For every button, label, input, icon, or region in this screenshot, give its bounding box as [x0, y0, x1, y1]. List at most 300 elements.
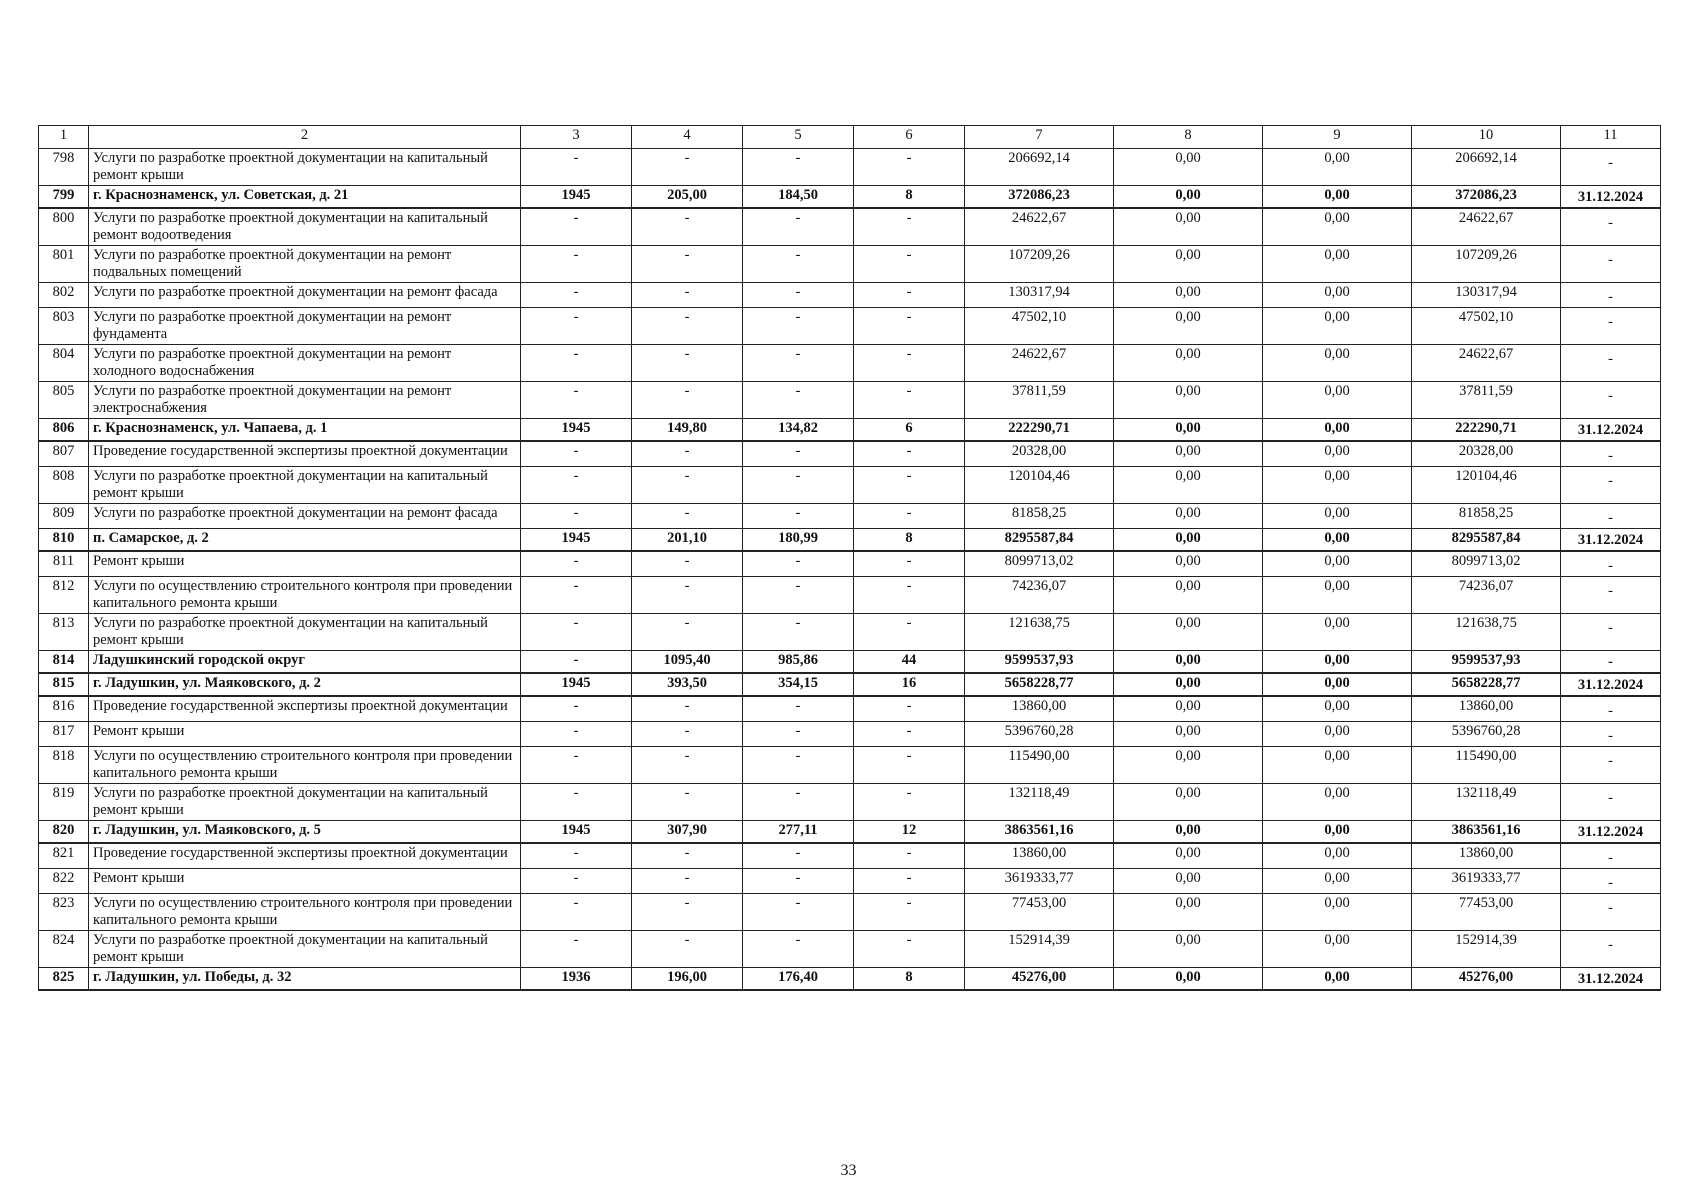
- area-living-cell: -: [743, 467, 854, 504]
- area-total-cell: -: [632, 208, 743, 246]
- year-cell: -: [521, 722, 632, 747]
- description-cell: Услуги по разработке проектной документации на капитальный ремонт крыши: [89, 467, 521, 504]
- area-total-cell: -: [632, 441, 743, 467]
- fund-10-cell: 115490,00: [1412, 747, 1561, 784]
- deadline-cell: -: [1561, 283, 1661, 308]
- header-cell: 2: [89, 126, 521, 149]
- fund-10-cell: 37811,59: [1412, 382, 1561, 419]
- description-cell: Услуги по разработке проектной документации на капитальный ремонт крыши: [89, 931, 521, 968]
- total-cost-cell: 77453,00: [965, 894, 1114, 931]
- year-cell: -: [521, 784, 632, 821]
- description-cell: Услуги по разработке проектной документации на ремонт подвальных помещений: [89, 246, 521, 283]
- year-cell: -: [521, 551, 632, 577]
- fund-9-cell: 0,00: [1263, 931, 1412, 968]
- count-cell: -: [854, 894, 965, 931]
- fund-8-cell: 0,00: [1114, 283, 1263, 308]
- year-cell: -: [521, 894, 632, 931]
- fund-8-cell: 0,00: [1114, 722, 1263, 747]
- header-cell: 5: [743, 126, 854, 149]
- deadline-cell: -: [1561, 931, 1661, 968]
- area-total-cell: -: [632, 551, 743, 577]
- area-living-cell: -: [743, 208, 854, 246]
- total-cost-cell: 3863561,16: [965, 821, 1114, 844]
- fund-8-cell: 0,00: [1114, 149, 1263, 186]
- fund-8-cell: 0,00: [1114, 747, 1263, 784]
- description-cell: г. Краснознаменск, ул. Чапаева, д. 1: [89, 419, 521, 442]
- area-living-cell: -: [743, 246, 854, 283]
- year-cell: -: [521, 747, 632, 784]
- area-living-cell: -: [743, 614, 854, 651]
- table-row: [39, 651, 1661, 674]
- year-cell: 1945: [521, 419, 632, 442]
- row-number-cell: 818: [39, 747, 89, 784]
- count-cell: -: [854, 246, 965, 283]
- year-cell: 1945: [521, 673, 632, 696]
- row-number-cell: 807: [39, 441, 89, 467]
- fund-9-cell: 0,00: [1263, 467, 1412, 504]
- total-cost-cell: 107209,26: [965, 246, 1114, 283]
- total-cost-cell: 206692,14: [965, 149, 1114, 186]
- description-cell: Услуги по разработке проектной документации на ремонт фасада: [89, 283, 521, 308]
- fund-9-cell: 0,00: [1263, 149, 1412, 186]
- row-number-cell: 812: [39, 577, 89, 614]
- fund-9-cell: 0,00: [1263, 186, 1412, 209]
- year-cell: -: [521, 869, 632, 894]
- description-cell: Услуги по осуществлению строительного контроля при проведении капитального ремонта крыши: [89, 894, 521, 931]
- deadline-cell: 31.12.2024: [1561, 186, 1661, 209]
- row-number-cell: 813: [39, 614, 89, 651]
- fund-9-cell: 0,00: [1263, 283, 1412, 308]
- area-living-cell: -: [743, 747, 854, 784]
- fund-9-cell: 0,00: [1263, 784, 1412, 821]
- fund-10-cell: 81858,25: [1412, 504, 1561, 529]
- count-cell: -: [854, 208, 965, 246]
- fund-8-cell: 0,00: [1114, 419, 1263, 442]
- description-cell: Ремонт крыши: [89, 722, 521, 747]
- year-cell: -: [521, 308, 632, 345]
- table-row: [39, 419, 1661, 442]
- fund-9-cell: 0,00: [1263, 968, 1412, 991]
- fund-10-cell: 130317,94: [1412, 283, 1561, 308]
- count-cell: 44: [854, 651, 965, 674]
- table-header-row: [39, 126, 1661, 149]
- fund-9-cell: 0,00: [1263, 441, 1412, 467]
- fund-10-cell: 45276,00: [1412, 968, 1561, 991]
- fund-8-cell: 0,00: [1114, 246, 1263, 283]
- deadline-cell: -: [1561, 577, 1661, 614]
- area-total-cell: -: [632, 843, 743, 869]
- total-cost-cell: 24622,67: [965, 208, 1114, 246]
- total-cost-cell: 5658228,77: [965, 673, 1114, 696]
- table-row: [39, 614, 1661, 651]
- description-cell: г. Ладушкин, ул. Победы, д. 32: [89, 968, 521, 991]
- fund-9-cell: 0,00: [1263, 696, 1412, 722]
- area-living-cell: -: [743, 149, 854, 186]
- table-row: [39, 441, 1661, 467]
- fund-9-cell: 0,00: [1263, 529, 1412, 552]
- year-cell: -: [521, 441, 632, 467]
- total-cost-cell: 8295587,84: [965, 529, 1114, 552]
- fund-8-cell: 0,00: [1114, 651, 1263, 674]
- area-living-cell: 180,99: [743, 529, 854, 552]
- fund-10-cell: 152914,39: [1412, 931, 1561, 968]
- fund-9-cell: 0,00: [1263, 869, 1412, 894]
- area-total-cell: 1095,40: [632, 651, 743, 674]
- area-living-cell: -: [743, 283, 854, 308]
- area-living-cell: 184,50: [743, 186, 854, 209]
- area-total-cell: -: [632, 931, 743, 968]
- fund-10-cell: 121638,75: [1412, 614, 1561, 651]
- table-row: [39, 246, 1661, 283]
- count-cell: -: [854, 869, 965, 894]
- fund-10-cell: 47502,10: [1412, 308, 1561, 345]
- deadline-cell: -: [1561, 651, 1661, 674]
- row-number-cell: 804: [39, 345, 89, 382]
- table-row: [39, 784, 1661, 821]
- row-number-cell: 809: [39, 504, 89, 529]
- area-living-cell: -: [743, 843, 854, 869]
- total-cost-cell: 3619333,77: [965, 869, 1114, 894]
- area-total-cell: -: [632, 467, 743, 504]
- year-cell: 1945: [521, 821, 632, 844]
- row-number-cell: 817: [39, 722, 89, 747]
- year-cell: -: [521, 577, 632, 614]
- deadline-cell: -: [1561, 894, 1661, 931]
- count-cell: -: [854, 149, 965, 186]
- description-cell: Услуги по осуществлению строительного контроля при проведении капитального ремонта крыши: [89, 747, 521, 784]
- header-cell: 3: [521, 126, 632, 149]
- fund-8-cell: 0,00: [1114, 551, 1263, 577]
- row-number-cell: 815: [39, 673, 89, 696]
- deadline-cell: -: [1561, 345, 1661, 382]
- fund-8-cell: 0,00: [1114, 577, 1263, 614]
- fund-8-cell: 0,00: [1114, 843, 1263, 869]
- fund-9-cell: 0,00: [1263, 382, 1412, 419]
- year-cell: -: [521, 382, 632, 419]
- description-cell: Услуги по осуществлению строительного контроля при проведении капитального ремонта крыши: [89, 577, 521, 614]
- deadline-cell: 31.12.2024: [1561, 968, 1661, 991]
- area-total-cell: 201,10: [632, 529, 743, 552]
- area-living-cell: -: [743, 441, 854, 467]
- area-living-cell: -: [743, 504, 854, 529]
- header-cell: 9: [1263, 126, 1412, 149]
- deadline-cell: -: [1561, 551, 1661, 577]
- fund-10-cell: 3863561,16: [1412, 821, 1561, 844]
- count-cell: -: [854, 551, 965, 577]
- fund-10-cell: 107209,26: [1412, 246, 1561, 283]
- fund-10-cell: 3619333,77: [1412, 869, 1561, 894]
- row-number-cell: 802: [39, 283, 89, 308]
- deadline-cell: -: [1561, 504, 1661, 529]
- table-row: [39, 186, 1661, 209]
- total-cost-cell: 45276,00: [965, 968, 1114, 991]
- area-living-cell: -: [743, 308, 854, 345]
- total-cost-cell: 74236,07: [965, 577, 1114, 614]
- total-cost-cell: 115490,00: [965, 747, 1114, 784]
- row-number-cell: 810: [39, 529, 89, 552]
- fund-9-cell: 0,00: [1263, 651, 1412, 674]
- year-cell: -: [521, 504, 632, 529]
- deadline-cell: -: [1561, 747, 1661, 784]
- deadline-cell: -: [1561, 467, 1661, 504]
- area-living-cell: -: [743, 382, 854, 419]
- row-number-cell: 811: [39, 551, 89, 577]
- area-living-cell: -: [743, 869, 854, 894]
- fund-9-cell: 0,00: [1263, 308, 1412, 345]
- table-row: [39, 869, 1661, 894]
- description-cell: Услуги по разработке проектной документации на ремонт фасада: [89, 504, 521, 529]
- table-row: [39, 504, 1661, 529]
- count-cell: -: [854, 308, 965, 345]
- table-row: [39, 843, 1661, 869]
- deadline-cell: 31.12.2024: [1561, 529, 1661, 552]
- deadline-cell: -: [1561, 382, 1661, 419]
- area-total-cell: 393,50: [632, 673, 743, 696]
- fund-8-cell: 0,00: [1114, 441, 1263, 467]
- area-living-cell: -: [743, 784, 854, 821]
- description-cell: г. Ладушкин, ул. Маяковского, д. 2: [89, 673, 521, 696]
- row-number-cell: 800: [39, 208, 89, 246]
- area-total-cell: -: [632, 894, 743, 931]
- fund-10-cell: 24622,67: [1412, 208, 1561, 246]
- fund-8-cell: 0,00: [1114, 529, 1263, 552]
- area-total-cell: -: [632, 614, 743, 651]
- area-living-cell: 134,82: [743, 419, 854, 442]
- year-cell: -: [521, 614, 632, 651]
- deadline-cell: -: [1561, 784, 1661, 821]
- area-total-cell: -: [632, 784, 743, 821]
- fund-10-cell: 13860,00: [1412, 696, 1561, 722]
- area-living-cell: -: [743, 894, 854, 931]
- row-number-cell: 820: [39, 821, 89, 844]
- row-number-cell: 825: [39, 968, 89, 991]
- deadline-cell: 31.12.2024: [1561, 419, 1661, 442]
- area-living-cell: -: [743, 551, 854, 577]
- deadline-cell: -: [1561, 869, 1661, 894]
- area-total-cell: 205,00: [632, 186, 743, 209]
- year-cell: 1936: [521, 968, 632, 991]
- total-cost-cell: 47502,10: [965, 308, 1114, 345]
- description-cell: Услуги по разработке проектной документации на капитальный ремонт крыши: [89, 784, 521, 821]
- fund-9-cell: 0,00: [1263, 722, 1412, 747]
- area-living-cell: 354,15: [743, 673, 854, 696]
- year-cell: -: [521, 467, 632, 504]
- description-cell: Проведение государственной экспертизы проектной документации: [89, 441, 521, 467]
- table-row: [39, 821, 1661, 844]
- description-cell: Проведение государственной экспертизы проектной документации: [89, 696, 521, 722]
- row-number-cell: 816: [39, 696, 89, 722]
- description-cell: г. Ладушкин, ул. Маяковского, д. 5: [89, 821, 521, 844]
- total-cost-cell: 9599537,93: [965, 651, 1114, 674]
- table-row: [39, 931, 1661, 968]
- area-total-cell: -: [632, 308, 743, 345]
- fund-10-cell: 77453,00: [1412, 894, 1561, 931]
- deadline-cell: -: [1561, 308, 1661, 345]
- total-cost-cell: 152914,39: [965, 931, 1114, 968]
- description-cell: Услуги по разработке проектной документации на ремонт электроснабжения: [89, 382, 521, 419]
- fund-10-cell: 8099713,02: [1412, 551, 1561, 577]
- area-total-cell: 149,80: [632, 419, 743, 442]
- count-cell: -: [854, 931, 965, 968]
- area-living-cell: 985,86: [743, 651, 854, 674]
- area-living-cell: -: [743, 345, 854, 382]
- table-row: [39, 467, 1661, 504]
- row-number-cell: 814: [39, 651, 89, 674]
- fund-8-cell: 0,00: [1114, 186, 1263, 209]
- count-cell: -: [854, 614, 965, 651]
- total-cost-cell: 372086,23: [965, 186, 1114, 209]
- fund-9-cell: 0,00: [1263, 843, 1412, 869]
- fund-10-cell: 120104,46: [1412, 467, 1561, 504]
- fund-9-cell: 0,00: [1263, 673, 1412, 696]
- year-cell: -: [521, 696, 632, 722]
- count-cell: 6: [854, 419, 965, 442]
- total-cost-cell: 24622,67: [965, 345, 1114, 382]
- row-number-cell: 805: [39, 382, 89, 419]
- description-cell: г. Краснознаменск, ул. Советская, д. 21: [89, 186, 521, 209]
- fund-10-cell: 20328,00: [1412, 441, 1561, 467]
- row-number-cell: 806: [39, 419, 89, 442]
- area-living-cell: -: [743, 696, 854, 722]
- fund-9-cell: 0,00: [1263, 504, 1412, 529]
- row-number-cell: 823: [39, 894, 89, 931]
- description-cell: п. Самарское, д. 2: [89, 529, 521, 552]
- count-cell: -: [854, 784, 965, 821]
- fund-8-cell: 0,00: [1114, 673, 1263, 696]
- year-cell: 1945: [521, 186, 632, 209]
- table-row: [39, 382, 1661, 419]
- count-cell: -: [854, 467, 965, 504]
- fund-8-cell: 0,00: [1114, 784, 1263, 821]
- header-cell: 7: [965, 126, 1114, 149]
- year-cell: -: [521, 246, 632, 283]
- year-cell: 1945: [521, 529, 632, 552]
- description-cell: Ремонт крыши: [89, 551, 521, 577]
- deadline-cell: -: [1561, 441, 1661, 467]
- table-row: [39, 747, 1661, 784]
- area-living-cell: -: [743, 931, 854, 968]
- fund-10-cell: 9599537,93: [1412, 651, 1561, 674]
- row-number-cell: 798: [39, 149, 89, 186]
- table-row: [39, 551, 1661, 577]
- fund-8-cell: 0,00: [1114, 208, 1263, 246]
- count-cell: -: [854, 382, 965, 419]
- year-cell: -: [521, 283, 632, 308]
- fund-10-cell: 206692,14: [1412, 149, 1561, 186]
- area-total-cell: -: [632, 283, 743, 308]
- count-cell: -: [854, 696, 965, 722]
- row-number-cell: 808: [39, 467, 89, 504]
- row-number-cell: 801: [39, 246, 89, 283]
- deadline-cell: 31.12.2024: [1561, 821, 1661, 844]
- area-total-cell: -: [632, 722, 743, 747]
- count-cell: -: [854, 345, 965, 382]
- description-cell: Услуги по разработке проектной документации на капитальный ремонт крыши: [89, 149, 521, 186]
- fund-9-cell: 0,00: [1263, 551, 1412, 577]
- fund-10-cell: 372086,23: [1412, 186, 1561, 209]
- fund-8-cell: 0,00: [1114, 382, 1263, 419]
- deadline-cell: -: [1561, 614, 1661, 651]
- area-total-cell: -: [632, 869, 743, 894]
- count-cell: 12: [854, 821, 965, 844]
- fund-8-cell: 0,00: [1114, 894, 1263, 931]
- total-cost-cell: 5396760,28: [965, 722, 1114, 747]
- total-cost-cell: 81858,25: [965, 504, 1114, 529]
- total-cost-cell: 130317,94: [965, 283, 1114, 308]
- fund-10-cell: 5396760,28: [1412, 722, 1561, 747]
- count-cell: -: [854, 283, 965, 308]
- header-cell: 6: [854, 126, 965, 149]
- fund-9-cell: 0,00: [1263, 747, 1412, 784]
- table-row: [39, 577, 1661, 614]
- fund-10-cell: 132118,49: [1412, 784, 1561, 821]
- table-row: [39, 283, 1661, 308]
- description-cell: Ремонт крыши: [89, 869, 521, 894]
- table-row: [39, 696, 1661, 722]
- table-row: [39, 529, 1661, 552]
- table-row: [39, 968, 1661, 991]
- fund-8-cell: 0,00: [1114, 968, 1263, 991]
- table-row: [39, 722, 1661, 747]
- year-cell: -: [521, 149, 632, 186]
- count-cell: 8: [854, 968, 965, 991]
- fund-10-cell: 5658228,77: [1412, 673, 1561, 696]
- area-living-cell: 176,40: [743, 968, 854, 991]
- fund-10-cell: 24622,67: [1412, 345, 1561, 382]
- deadline-cell: -: [1561, 843, 1661, 869]
- fund-10-cell: 222290,71: [1412, 419, 1561, 442]
- deadline-cell: -: [1561, 722, 1661, 747]
- total-cost-cell: 37811,59: [965, 382, 1114, 419]
- fund-10-cell: 13860,00: [1412, 843, 1561, 869]
- header-cell: 11: [1561, 126, 1661, 149]
- table-row: [39, 673, 1661, 696]
- total-cost-cell: 13860,00: [965, 843, 1114, 869]
- fund-9-cell: 0,00: [1263, 419, 1412, 442]
- area-living-cell: -: [743, 722, 854, 747]
- fund-9-cell: 0,00: [1263, 208, 1412, 246]
- fund-8-cell: 0,00: [1114, 696, 1263, 722]
- fund-9-cell: 0,00: [1263, 345, 1412, 382]
- area-total-cell: -: [632, 577, 743, 614]
- total-cost-cell: 120104,46: [965, 467, 1114, 504]
- table-row: [39, 149, 1661, 186]
- year-cell: -: [521, 843, 632, 869]
- count-cell: -: [854, 504, 965, 529]
- description-cell: Услуги по разработке проектной документации на капитальный ремонт водоотведения: [89, 208, 521, 246]
- year-cell: -: [521, 651, 632, 674]
- header-cell: 4: [632, 126, 743, 149]
- deadline-cell: -: [1561, 246, 1661, 283]
- total-cost-cell: 132118,49: [965, 784, 1114, 821]
- fund-8-cell: 0,00: [1114, 821, 1263, 844]
- deadline-cell: -: [1561, 149, 1661, 186]
- fund-10-cell: 74236,07: [1412, 577, 1561, 614]
- fund-8-cell: 0,00: [1114, 308, 1263, 345]
- fund-8-cell: 0,00: [1114, 504, 1263, 529]
- header-cell: 1: [39, 126, 89, 149]
- deadline-cell: 31.12.2024: [1561, 673, 1661, 696]
- description-cell: Услуги по разработке проектной документации на ремонт холодного водоснабжения: [89, 345, 521, 382]
- area-total-cell: -: [632, 149, 743, 186]
- area-total-cell: 196,00: [632, 968, 743, 991]
- table-row: [39, 894, 1661, 931]
- total-cost-cell: 13860,00: [965, 696, 1114, 722]
- year-cell: -: [521, 345, 632, 382]
- fund-9-cell: 0,00: [1263, 614, 1412, 651]
- description-cell: Услуги по разработке проектной документации на капитальный ремонт крыши: [89, 614, 521, 651]
- total-cost-cell: 121638,75: [965, 614, 1114, 651]
